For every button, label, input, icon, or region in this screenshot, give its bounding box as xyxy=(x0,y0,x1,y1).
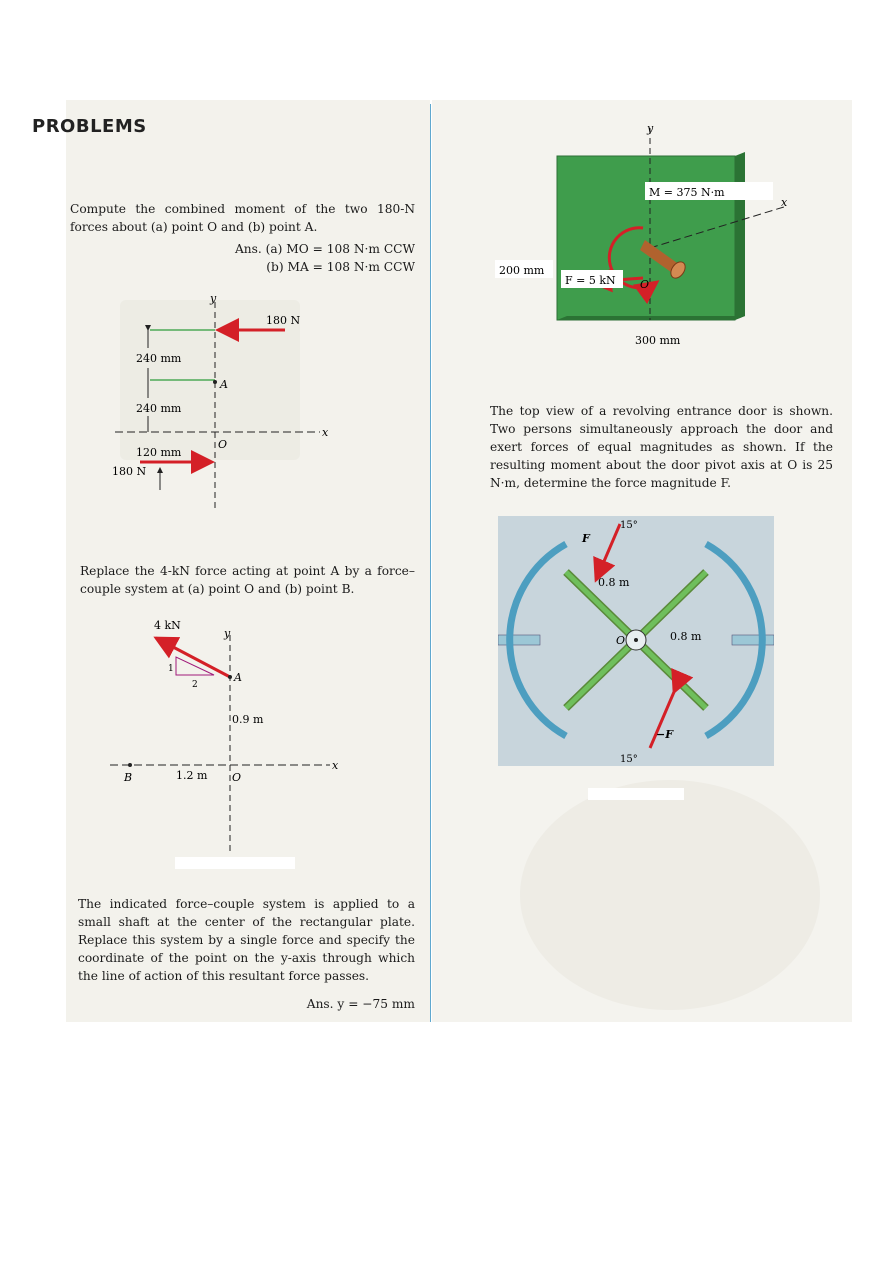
rectangular-plate xyxy=(557,156,735,320)
width-label: 300 mm xyxy=(635,334,681,347)
point-a-dot xyxy=(228,675,232,679)
point-b-dot xyxy=(128,763,132,767)
point-a-dot xyxy=(213,380,217,384)
problem1-text: Compute the combined moment of the two 180-N forces about (a) point O and (b) point A. xyxy=(70,202,415,234)
plate-edge xyxy=(735,152,745,320)
point-a-label: A xyxy=(220,378,228,391)
problem2-text: Replace the 4-kN force acting at point A by a force–couple system at (a) point O and (b) point B. xyxy=(80,564,415,596)
y-axis-label: y xyxy=(647,122,654,135)
point-a-label: A xyxy=(234,671,242,684)
problem3-figure xyxy=(495,120,815,355)
y-axis-label: y xyxy=(224,627,231,640)
force-label-bottom: 180 N xyxy=(112,465,147,478)
plate-edge xyxy=(557,316,745,320)
force-label: F = 5 kN xyxy=(565,274,616,287)
dimension-label-2: 240 mm xyxy=(136,402,182,415)
scan-left-column xyxy=(66,100,430,1022)
bleed-through-shadow xyxy=(520,780,820,1010)
point-o-label: O xyxy=(616,634,626,647)
page-heading: PROBLEMS xyxy=(32,116,147,137)
x-axis-label: x xyxy=(322,426,329,439)
angle-label-top: 15° xyxy=(620,520,638,531)
force-label-bottom: −F xyxy=(656,728,674,741)
force-label: 4 kN xyxy=(154,619,181,632)
point-o-label: O xyxy=(232,771,242,784)
problem3-text: The indicated force–couple system is applied to a small shaft at the center of the rectangular plate. Replace this system by a single force and specify the coordinate of the point on the y-axis through which the line of action of this resultant force passes. xyxy=(78,897,415,983)
problem1-answer-b: (b) MA = 108 N·m CCW xyxy=(266,260,415,274)
figure-caption-mask xyxy=(588,788,684,800)
y-axis-label: y xyxy=(210,292,217,305)
problem3-answer: Ans. y = −75 mm xyxy=(306,997,415,1011)
distance-horizontal: 1.2 m xyxy=(176,769,208,782)
point-o-label: O xyxy=(218,438,228,451)
problem2-figure xyxy=(110,615,350,860)
distance-vertical: 0.9 m xyxy=(232,713,264,726)
point-o-label: O xyxy=(640,278,650,291)
slope-rise: 1 xyxy=(168,664,174,674)
moment-label: M = 375 N·m xyxy=(649,186,725,199)
problem4-figure xyxy=(498,516,774,766)
problem1-figure xyxy=(100,290,340,515)
point-b-label: B xyxy=(124,771,133,784)
distance-label-2: 0.8 m xyxy=(670,630,702,643)
distance-label-1: 0.8 m xyxy=(598,576,630,589)
wall-right xyxy=(732,635,774,645)
x-axis-label: x xyxy=(332,759,339,772)
pivot-center xyxy=(634,638,638,642)
x-axis-label: x xyxy=(781,196,788,209)
dimension-label-1: 240 mm xyxy=(136,352,182,365)
problem4-text: The top view of a revolving entrance door is shown. Two persons simultaneously approach the door and exert forces of equal magnitudes as shown. If the resulting moment about the door pivot axis at O is 25 N·m, determine the force magnitude F. xyxy=(490,404,833,490)
problem1-answer-a: Ans. (a) MO = 108 N·m CCW xyxy=(234,242,415,256)
height-label: 200 mm xyxy=(499,264,545,277)
wall-left xyxy=(498,635,540,645)
dimension-label-3: 120 mm xyxy=(136,446,182,459)
column-divider xyxy=(430,104,431,1022)
force-label-top: F xyxy=(582,532,590,545)
slope-run: 2 xyxy=(192,680,198,690)
figure-caption-mask xyxy=(175,857,295,869)
force-label-top: 180 N xyxy=(266,314,301,327)
angle-label-bottom: 15° xyxy=(620,754,638,765)
